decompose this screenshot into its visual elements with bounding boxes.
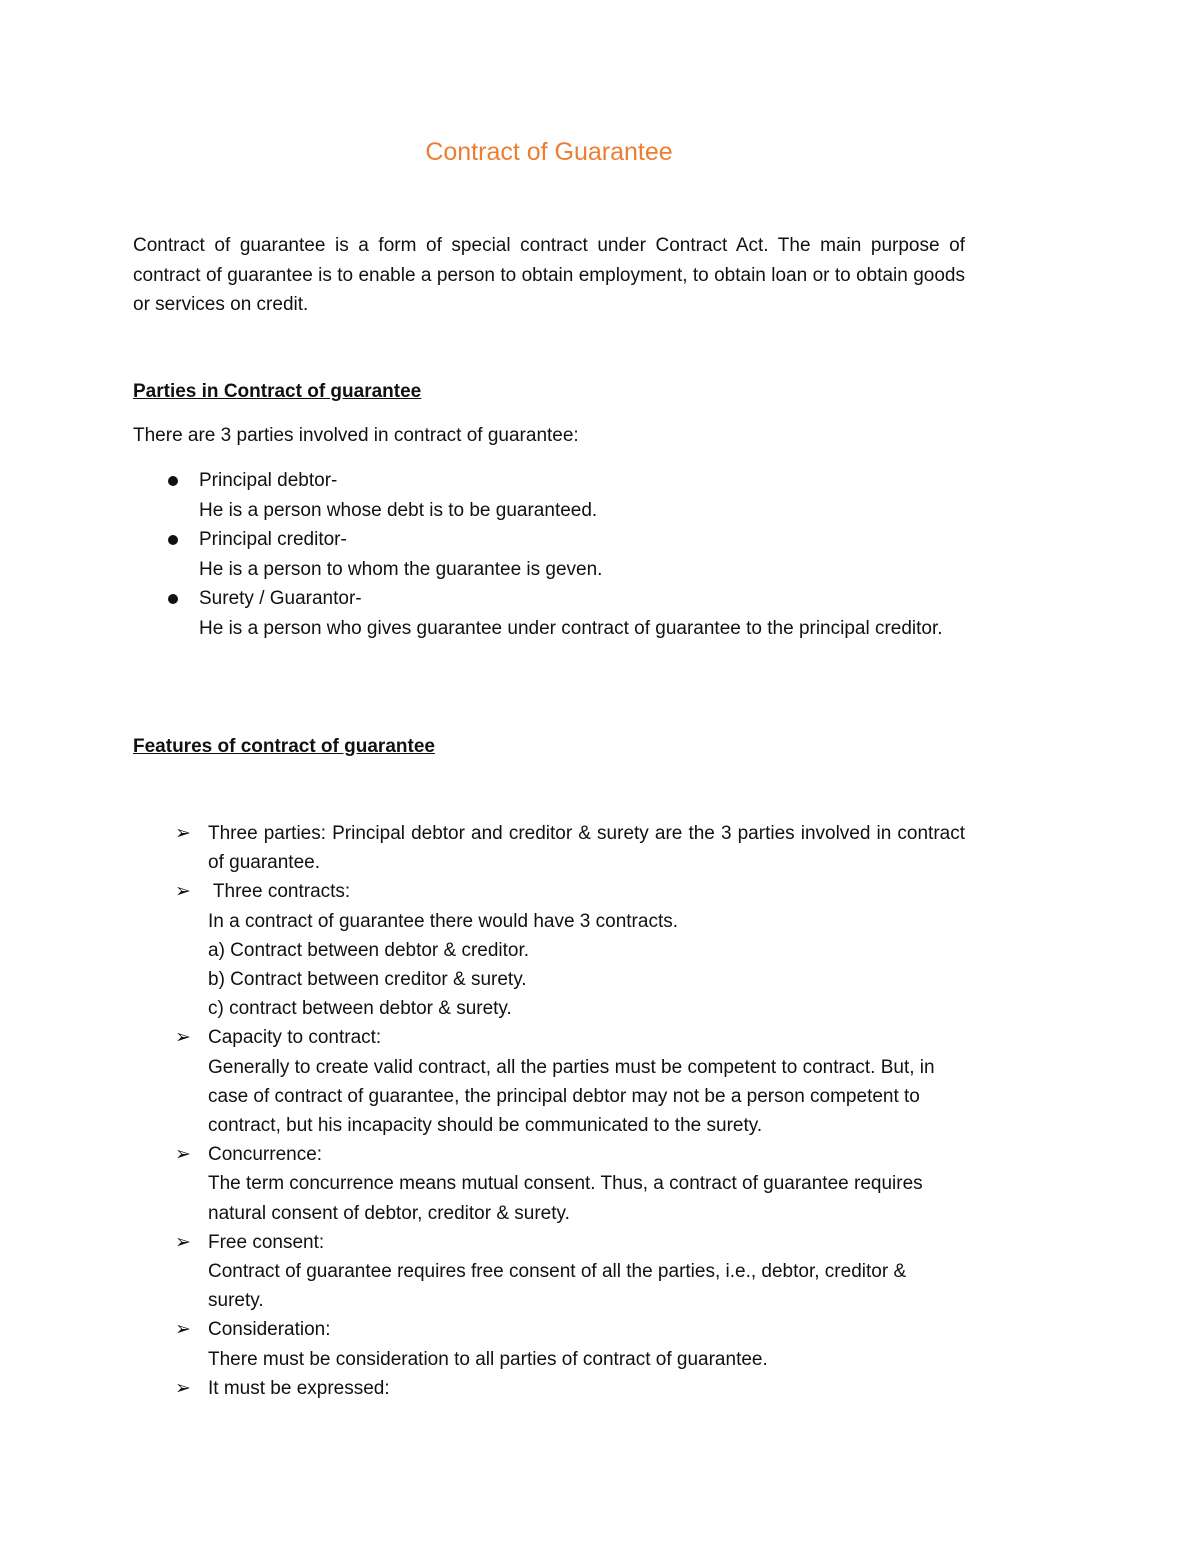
list-item	[133, 584, 965, 643]
party-description: He is a person who gives guarantee under contract of guarantee to the principal creditor.	[199, 617, 943, 639]
list-item	[133, 466, 965, 525]
party-term: Principal creditor-	[199, 529, 347, 550]
feature-text: c) contract between debtor & surety.	[208, 998, 512, 1020]
party-term: Principal debtor-	[199, 470, 338, 491]
list-item	[133, 1140, 965, 1228]
feature-text: The term concurrence means mutual consent. Thus, a contract of guarantee requires natural consent of debtor, creditor & surety.	[208, 1173, 923, 1224]
list-item	[133, 1315, 965, 1373]
feature-title: Free consent:	[208, 1231, 325, 1253]
bullet-icon	[168, 594, 178, 604]
feature-text: b) Contract between creditor & surety.	[208, 969, 527, 991]
feature-text: In a contract of guarantee there would have 3 contracts.	[208, 910, 679, 932]
party-description: He is a person to whom the guarantee is geven.	[199, 558, 603, 580]
party-description: He is a person whose debt is to be guaranteed.	[199, 499, 598, 521]
list-item	[133, 1374, 965, 1403]
feature-text: a) Contract between debtor & creditor.	[208, 939, 530, 961]
parties-lead-text: There are 3 parties involved in contract of guarantee:	[133, 425, 579, 446]
feature-title: It must be expressed:	[208, 1377, 390, 1399]
arrow-bullet-icon: ➢	[175, 1377, 191, 1399]
list-item	[133, 525, 965, 584]
feature-text: Contract of guarantee requires free consent of all the parties, i.e., debtor, creditor & surety.	[208, 1261, 907, 1312]
list-item	[133, 1228, 965, 1316]
arrow-bullet-icon: ➢	[175, 1319, 191, 1341]
list-item	[133, 877, 965, 1023]
feature-title: Three contracts:	[208, 881, 351, 903]
feature-title: Capacity to contract:	[208, 1027, 382, 1049]
arrow-bullet-icon: ➢	[175, 1027, 191, 1049]
feature-text: Three parties: Principal debtor and creditor & surety are the 3 parties involved in contract of guarantee.	[208, 823, 965, 874]
bullet-icon	[168, 535, 178, 545]
arrow-bullet-icon: ➢	[175, 881, 191, 903]
bullet-icon	[168, 476, 178, 486]
feature-text: Generally to create valid contract, all the parties must be competent to contract. But, in case of contract of guarantee, the principal debtor may not be a person competent to contract, but his incapacity should be communicated to the surety.	[208, 1056, 935, 1137]
list-item	[133, 819, 965, 877]
features-list	[133, 819, 965, 1403]
intro-paragraph: Contract of guarantee is a form of special contract under Contract Act. The main purpose of contract of guarantee is to enable a person to obtain employment, to obtain loan or to obtain goods or services on credit.	[133, 235, 965, 315]
party-term: Surety / Guarantor-	[199, 588, 362, 609]
arrow-bullet-icon: ➢	[175, 1144, 191, 1166]
arrow-bullet-icon: ➢	[175, 823, 191, 844]
arrow-bullet-icon: ➢	[175, 1231, 191, 1253]
parties-heading: Parties in Contract of guarantee	[133, 381, 422, 402]
feature-text: There must be consideration to all parties of contract of guarantee.	[208, 1348, 768, 1370]
parties-list	[133, 466, 965, 643]
page-title: Contract of Guarantee	[425, 138, 673, 166]
list-item	[133, 1023, 965, 1140]
feature-title: Consideration:	[208, 1319, 331, 1341]
features-heading: Features of contract of guarantee	[133, 736, 435, 757]
feature-title: Concurrence:	[208, 1144, 323, 1166]
